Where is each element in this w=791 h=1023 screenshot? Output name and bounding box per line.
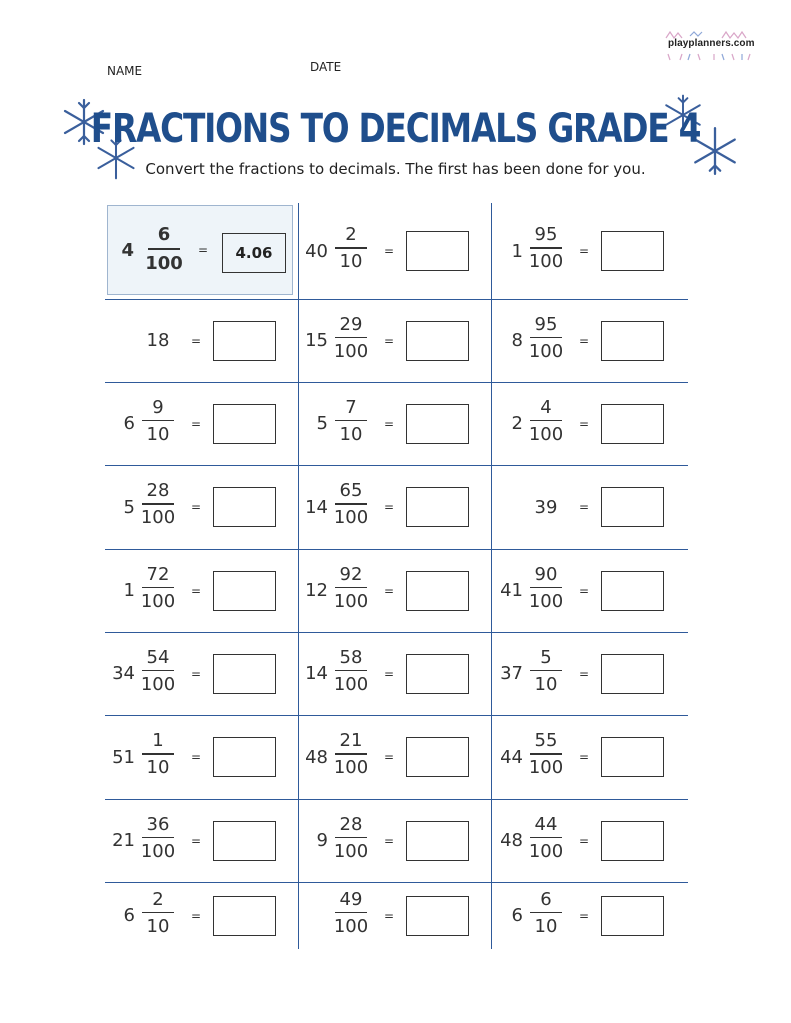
answer-box[interactable] [601,737,664,777]
numerator: 4 [540,396,552,418]
fraction-bar [530,587,562,589]
whole-number: 12 [305,580,328,601]
whole-number: 2 [511,413,523,434]
answer-box[interactable] [213,896,276,936]
numerator: 58 [339,646,363,668]
equals-sign: = [579,666,590,681]
problem-cell [491,632,688,715]
fraction-bar [530,670,562,672]
equals-sign: = [191,500,202,514]
fraction [524,377,568,471]
answer-box[interactable] [406,821,469,861]
example-answer: 4.06 [222,233,286,273]
fraction [329,377,373,471]
whole-number: 6 [123,905,135,926]
fraction-bar [335,912,367,914]
whole-number: 9 [316,830,328,851]
fraction [136,377,180,471]
equals-sign: = [579,500,590,514]
fraction-bar [142,420,174,422]
numerator: 54 [146,646,170,668]
problem-cell [298,632,491,715]
denominator: 10 [146,915,170,937]
equals-sign: = [579,908,590,923]
problem-cell [298,715,491,799]
answer-box[interactable] [406,654,469,694]
equals-sign: = [384,666,395,681]
equals-sign: = [579,244,590,258]
problem-cell [491,549,688,632]
equals-sign: = [384,750,395,764]
denominator: 100 [528,423,564,445]
problem-cell [298,882,491,949]
whole-number: 1 [123,580,135,601]
fraction [524,204,568,298]
problem-cell [105,549,298,632]
whole-number: 5 [316,413,328,434]
fraction [329,204,373,298]
numerator: 2 [152,888,164,910]
fraction [136,869,180,963]
equals-sign: = [191,908,202,923]
problem-cell [105,203,298,299]
whole-number: 37 [500,663,523,684]
denominator: 100 [333,590,369,612]
whole-number: 21 [112,830,135,851]
name-label: NAME [107,64,143,78]
denominator: 100 [145,253,183,274]
fraction [136,544,180,638]
numerator: 44 [534,813,558,835]
answer-box[interactable] [406,571,469,611]
fraction-bar [335,587,367,589]
fraction-bar [530,912,562,914]
fraction-bar [530,247,562,249]
equals-sign: = [191,666,202,681]
fraction [524,869,568,963]
numerator: 28 [339,813,363,835]
answer-box[interactable] [601,321,664,361]
whole-number: 6 [511,905,523,926]
denominator: 100 [140,840,176,862]
fraction-bar [142,670,174,672]
problem-cell [298,799,491,882]
fraction-bar [335,670,367,672]
numerator: 2 [345,224,357,245]
numerator: 1 [152,730,164,751]
denominator: 100 [333,915,369,937]
fraction-bar [335,837,367,839]
whole-number: 40 [305,240,328,262]
denominator: 10 [146,423,170,445]
denominator: 100 [528,340,564,362]
denominator: 10 [146,757,170,778]
answer-box[interactable] [406,896,469,936]
fraction [524,627,568,721]
equals-sign: = [384,333,395,348]
whole-number: 48 [500,830,523,851]
problem-cell [491,882,688,949]
instructions: Convert the fractions to decimals. The first has been done for you. [145,160,646,178]
whole-number: 6 [123,413,135,434]
equals-sign: = [579,333,590,348]
example-problem [107,205,293,295]
equals-sign: = [579,750,590,764]
equals-sign: = [579,416,590,431]
answer-box[interactable] [213,487,276,527]
numerator: 9 [152,396,164,418]
whole-number: 15 [305,330,328,351]
fraction [329,710,373,804]
denominator: 100 [140,590,176,612]
denominator: 100 [333,507,369,528]
equals-sign: = [579,583,590,598]
numerator: 21 [339,730,363,751]
numerator: 29 [339,313,363,335]
answer-box[interactable] [213,737,276,777]
equals-sign: = [198,243,209,257]
fraction-bar [335,503,367,505]
equals-sign: = [384,833,395,848]
fraction [136,710,180,804]
answer-box[interactable] [601,231,664,271]
fraction-bar [142,587,174,589]
problem-cell [105,715,298,799]
fraction-bar [335,337,367,339]
numerator: 95 [534,313,558,335]
denominator: 100 [528,840,564,862]
equals-sign: = [384,583,395,598]
denominator: 100 [333,757,369,778]
date-label: DATE [310,60,342,74]
numerator: 95 [534,224,558,245]
answer-box[interactable] [601,654,664,694]
equals-sign: = [384,500,395,514]
fraction [329,544,373,638]
whole-number: 18 [146,330,170,351]
numerator: 7 [345,396,357,418]
fraction-bar [148,248,180,250]
whole-number: 5 [123,496,135,518]
fraction-bar [530,420,562,422]
fraction-bar [530,337,562,339]
problem-cell [298,299,491,382]
whole-number: 34 [112,663,135,684]
denominator: 10 [534,673,558,695]
fraction-bar [142,753,174,755]
problem-cell [298,549,491,632]
answer-box[interactable] [213,571,276,611]
fraction-bar [142,503,174,505]
denominator: 100 [333,340,369,362]
answer-box[interactable] [601,487,664,527]
problem-cell [298,203,491,299]
whole-number: 39 [534,496,558,518]
fraction-bar [335,753,367,755]
problem-cell [491,382,688,465]
equals-sign: = [191,750,202,764]
equals-sign: = [191,833,202,848]
whole-number: 1 [511,240,523,262]
problem-cell [105,382,298,465]
playplanners-logo [662,30,762,62]
fraction [329,627,373,721]
answer-box[interactable] [406,321,469,361]
fraction [524,710,568,804]
problem-cell [298,382,491,465]
equals-sign: = [384,416,395,431]
problem-cell [105,632,298,715]
denominator: 100 [333,673,369,695]
answer-box[interactable] [601,571,664,611]
problem-cell [491,465,688,549]
problem-cell [298,465,491,549]
whole-number: 51 [112,746,135,768]
fraction-bar [530,837,562,839]
logo-text: playplanners.com [668,38,755,49]
equals-sign: = [191,416,202,431]
answer-box[interactable] [213,821,276,861]
numerator: 55 [534,730,558,751]
numerator: 92 [339,563,363,585]
answer-box[interactable] [601,896,664,936]
denominator: 100 [528,757,564,778]
equals-sign: = [579,833,590,848]
fraction [329,294,373,388]
fraction-bar [142,912,174,914]
fraction-bar [142,837,174,839]
fraction-bar [335,247,367,249]
denominator: 10 [339,423,363,445]
denominator: 100 [528,590,564,612]
fraction [329,869,373,963]
numerator: 36 [146,813,170,835]
numerator: 6 [540,888,552,910]
problem-cell [105,882,298,949]
numerator: 65 [339,480,363,501]
equals-sign: = [191,333,202,348]
problem-cell [105,799,298,882]
problem-cell [491,799,688,882]
whole-number: 4 [121,239,134,261]
numerator: 72 [146,563,170,585]
whole-number: 41 [500,580,523,601]
fraction-bar [530,753,562,755]
fraction [524,544,568,638]
numerator: 90 [534,563,558,585]
denominator: 10 [534,915,558,937]
answer-box[interactable] [601,404,664,444]
fraction [142,206,186,294]
answer-box[interactable] [406,487,469,527]
problem-cell [491,203,688,299]
fraction [136,627,180,721]
denominator: 100 [140,673,176,695]
problem-cell [105,299,298,382]
equals-sign: = [191,583,202,598]
fraction [136,460,180,554]
answer-box[interactable] [406,231,469,271]
answer-box[interactable] [213,321,276,361]
numerator: 28 [146,480,170,501]
problem-cell [491,715,688,799]
numerator: 6 [157,224,171,245]
page-title: FRACTIONS TO DECIMALS GRADE 4 [90,106,701,152]
problem-grid [105,203,688,949]
answer-box[interactable] [213,654,276,694]
whole-number: 8 [511,330,523,351]
answer-box[interactable] [213,404,276,444]
answer-box[interactable] [406,404,469,444]
whole-number: 48 [305,746,328,768]
whole-number: 44 [500,746,523,768]
numerator: 5 [540,646,552,668]
equals-sign: = [384,244,395,258]
numerator: 49 [339,888,363,910]
problem-cell [105,465,298,549]
denominator: 100 [528,251,564,272]
answer-box[interactable] [601,821,664,861]
denominator: 10 [339,251,363,272]
denominator: 100 [333,840,369,862]
problem-cell [491,299,688,382]
answer-box[interactable] [406,737,469,777]
whole-number: 14 [305,663,328,684]
whole-number: 14 [305,496,328,518]
denominator: 100 [140,507,176,528]
equals-sign: = [384,908,395,923]
fraction [329,460,373,554]
fraction [524,294,568,388]
fraction-bar [335,420,367,422]
